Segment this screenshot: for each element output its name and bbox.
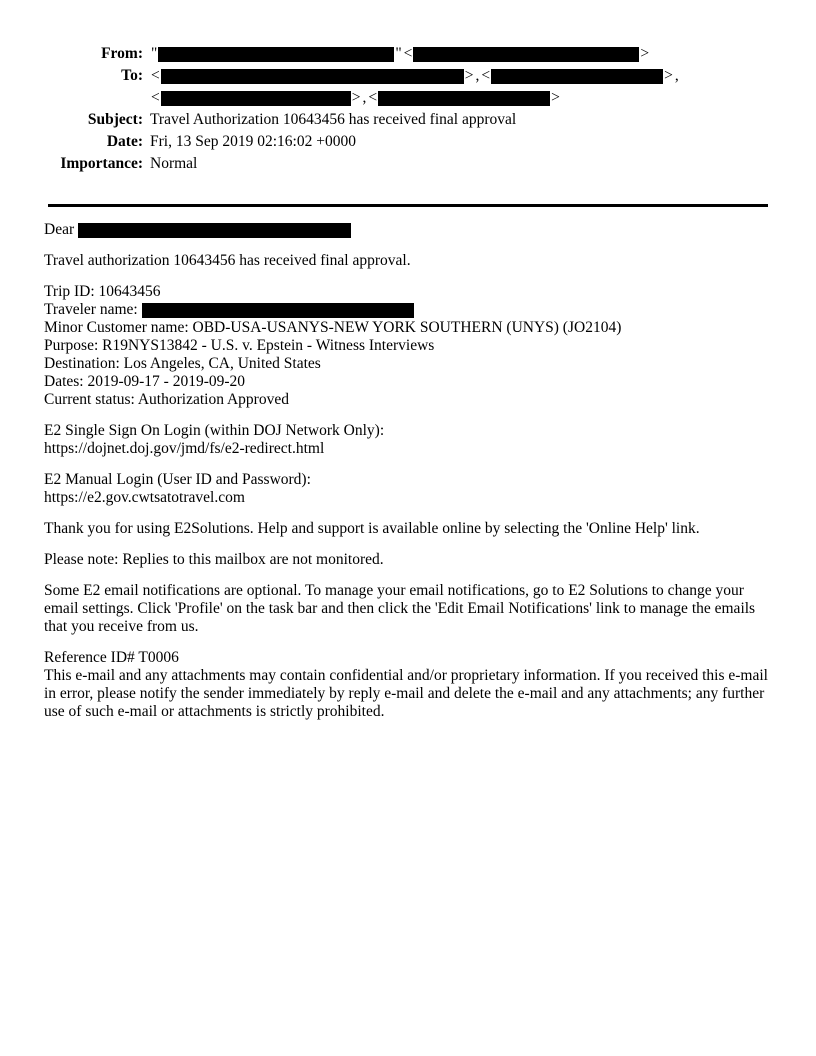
mailbox-note: Please note: Replies to this mailbox are not monitored.	[44, 551, 384, 568]
manual-login-label: E2 Manual Login (User ID and Password):	[44, 471, 311, 488]
angle-open: <	[481, 67, 491, 84]
to-value-continued	[150, 88, 816, 108]
header-divider	[48, 204, 768, 207]
redaction-block	[158, 47, 394, 62]
sso-login-url[interactable]: https://dojnet.doj.gov/jmd/fs/e2-redirect.html	[44, 440, 325, 457]
email-body	[44, 221, 772, 721]
header-row-from	[0, 44, 816, 64]
importance-value: Normal	[150, 155, 198, 172]
quote-open: "	[151, 45, 158, 62]
comma: ,	[362, 89, 367, 106]
from-value	[150, 44, 816, 64]
thanks-paragraph: Thank you for using E2Solutions. Help and support is available online by selecting the 'Online Help' link.	[44, 520, 700, 537]
redaction-block	[142, 303, 414, 318]
salutation-label: Dear	[44, 221, 75, 238]
minor-customer-line: Minor Customer name: OBD-USA-USANYS-NEW YORK SOUTHERN (UNYS) (JO2104)	[44, 319, 622, 336]
redaction-block	[491, 69, 663, 84]
header-row-subject	[0, 110, 816, 130]
traveler-name-line	[44, 301, 772, 319]
salutation-line	[44, 221, 772, 239]
header-row-to-continued	[0, 88, 816, 108]
from-label: From:	[101, 45, 143, 62]
purpose-line: Purpose: R19NYS13842 - U.S. v. Epstein - Witness Interviews	[44, 337, 435, 354]
trip-id-line: Trip ID: 10643456	[44, 283, 161, 300]
to-value	[150, 66, 816, 86]
redaction-block	[378, 91, 550, 106]
header-row-to	[0, 66, 816, 86]
angle-open: <	[151, 89, 160, 106]
redaction-block	[78, 223, 351, 238]
traveler-name-label: Traveler name:	[44, 301, 138, 318]
subject-label: Subject:	[87, 111, 143, 128]
angle-close: >	[464, 67, 474, 84]
intro-paragraph: Travel authorization 10643456 has received final approval.	[44, 252, 411, 269]
spacer	[44, 507, 772, 520]
angle-open: <	[368, 89, 378, 106]
angle-close: >	[551, 89, 560, 106]
angle-close: >	[640, 45, 650, 62]
redaction-block	[161, 91, 351, 106]
angle-close: >	[351, 89, 361, 106]
destination-line: Destination: Los Angeles, CA, United States	[44, 355, 321, 372]
angle-open: <	[151, 67, 160, 84]
redaction-block	[413, 47, 639, 62]
optional-notifications-paragraph: Some E2 email notifications are optional. To manage your email notifications, go to E2 Solutions to change your email settings. Click 'Profile' on the task bar and then click the 'Edit Email Notifications' link to manage the emails that you receive from us.	[44, 582, 756, 635]
status-line: Current status: Authorization Approved	[44, 391, 289, 408]
dates-line: Dates: 2019-09-17 - 2019-09-20	[44, 373, 246, 390]
quote-close: "	[395, 45, 402, 62]
to-label-spacer	[0, 88, 150, 108]
confidentiality-notice: This e-mail and any attachments may contain confidential and/or proprietary information. If you received this e-mail in error, please notify the sender immediately by reply e-mail and delete the e-mail and any attachments; any further use of such e-mail or attachments is strictly prohibited.	[44, 667, 768, 720]
date-label: Date:	[106, 133, 143, 150]
angle-close: >	[664, 67, 673, 84]
comma: ,	[674, 67, 679, 84]
sso-login-label: E2 Single Sign On Login (within DOJ Network Only):	[44, 422, 385, 439]
subject-value: Travel Authorization 10643456 has received final approval	[150, 111, 517, 128]
comma: ,	[475, 67, 480, 84]
redaction-block	[161, 69, 464, 84]
header-row-date	[0, 132, 816, 152]
importance-label: Importance:	[60, 155, 143, 172]
email-header	[0, 44, 816, 176]
manual-login-url[interactable]: https://e2.gov.cwtsatotravel.com	[44, 489, 245, 506]
header-row-importance	[0, 154, 816, 174]
to-label: To:	[121, 67, 143, 84]
spacer	[44, 409, 772, 422]
spacer	[44, 458, 772, 471]
date-value: Fri, 13 Sep 2019 02:16:02 +0000	[150, 133, 356, 150]
reference-id: Reference ID# T0006	[44, 649, 179, 666]
angle-open: <	[403, 45, 413, 62]
